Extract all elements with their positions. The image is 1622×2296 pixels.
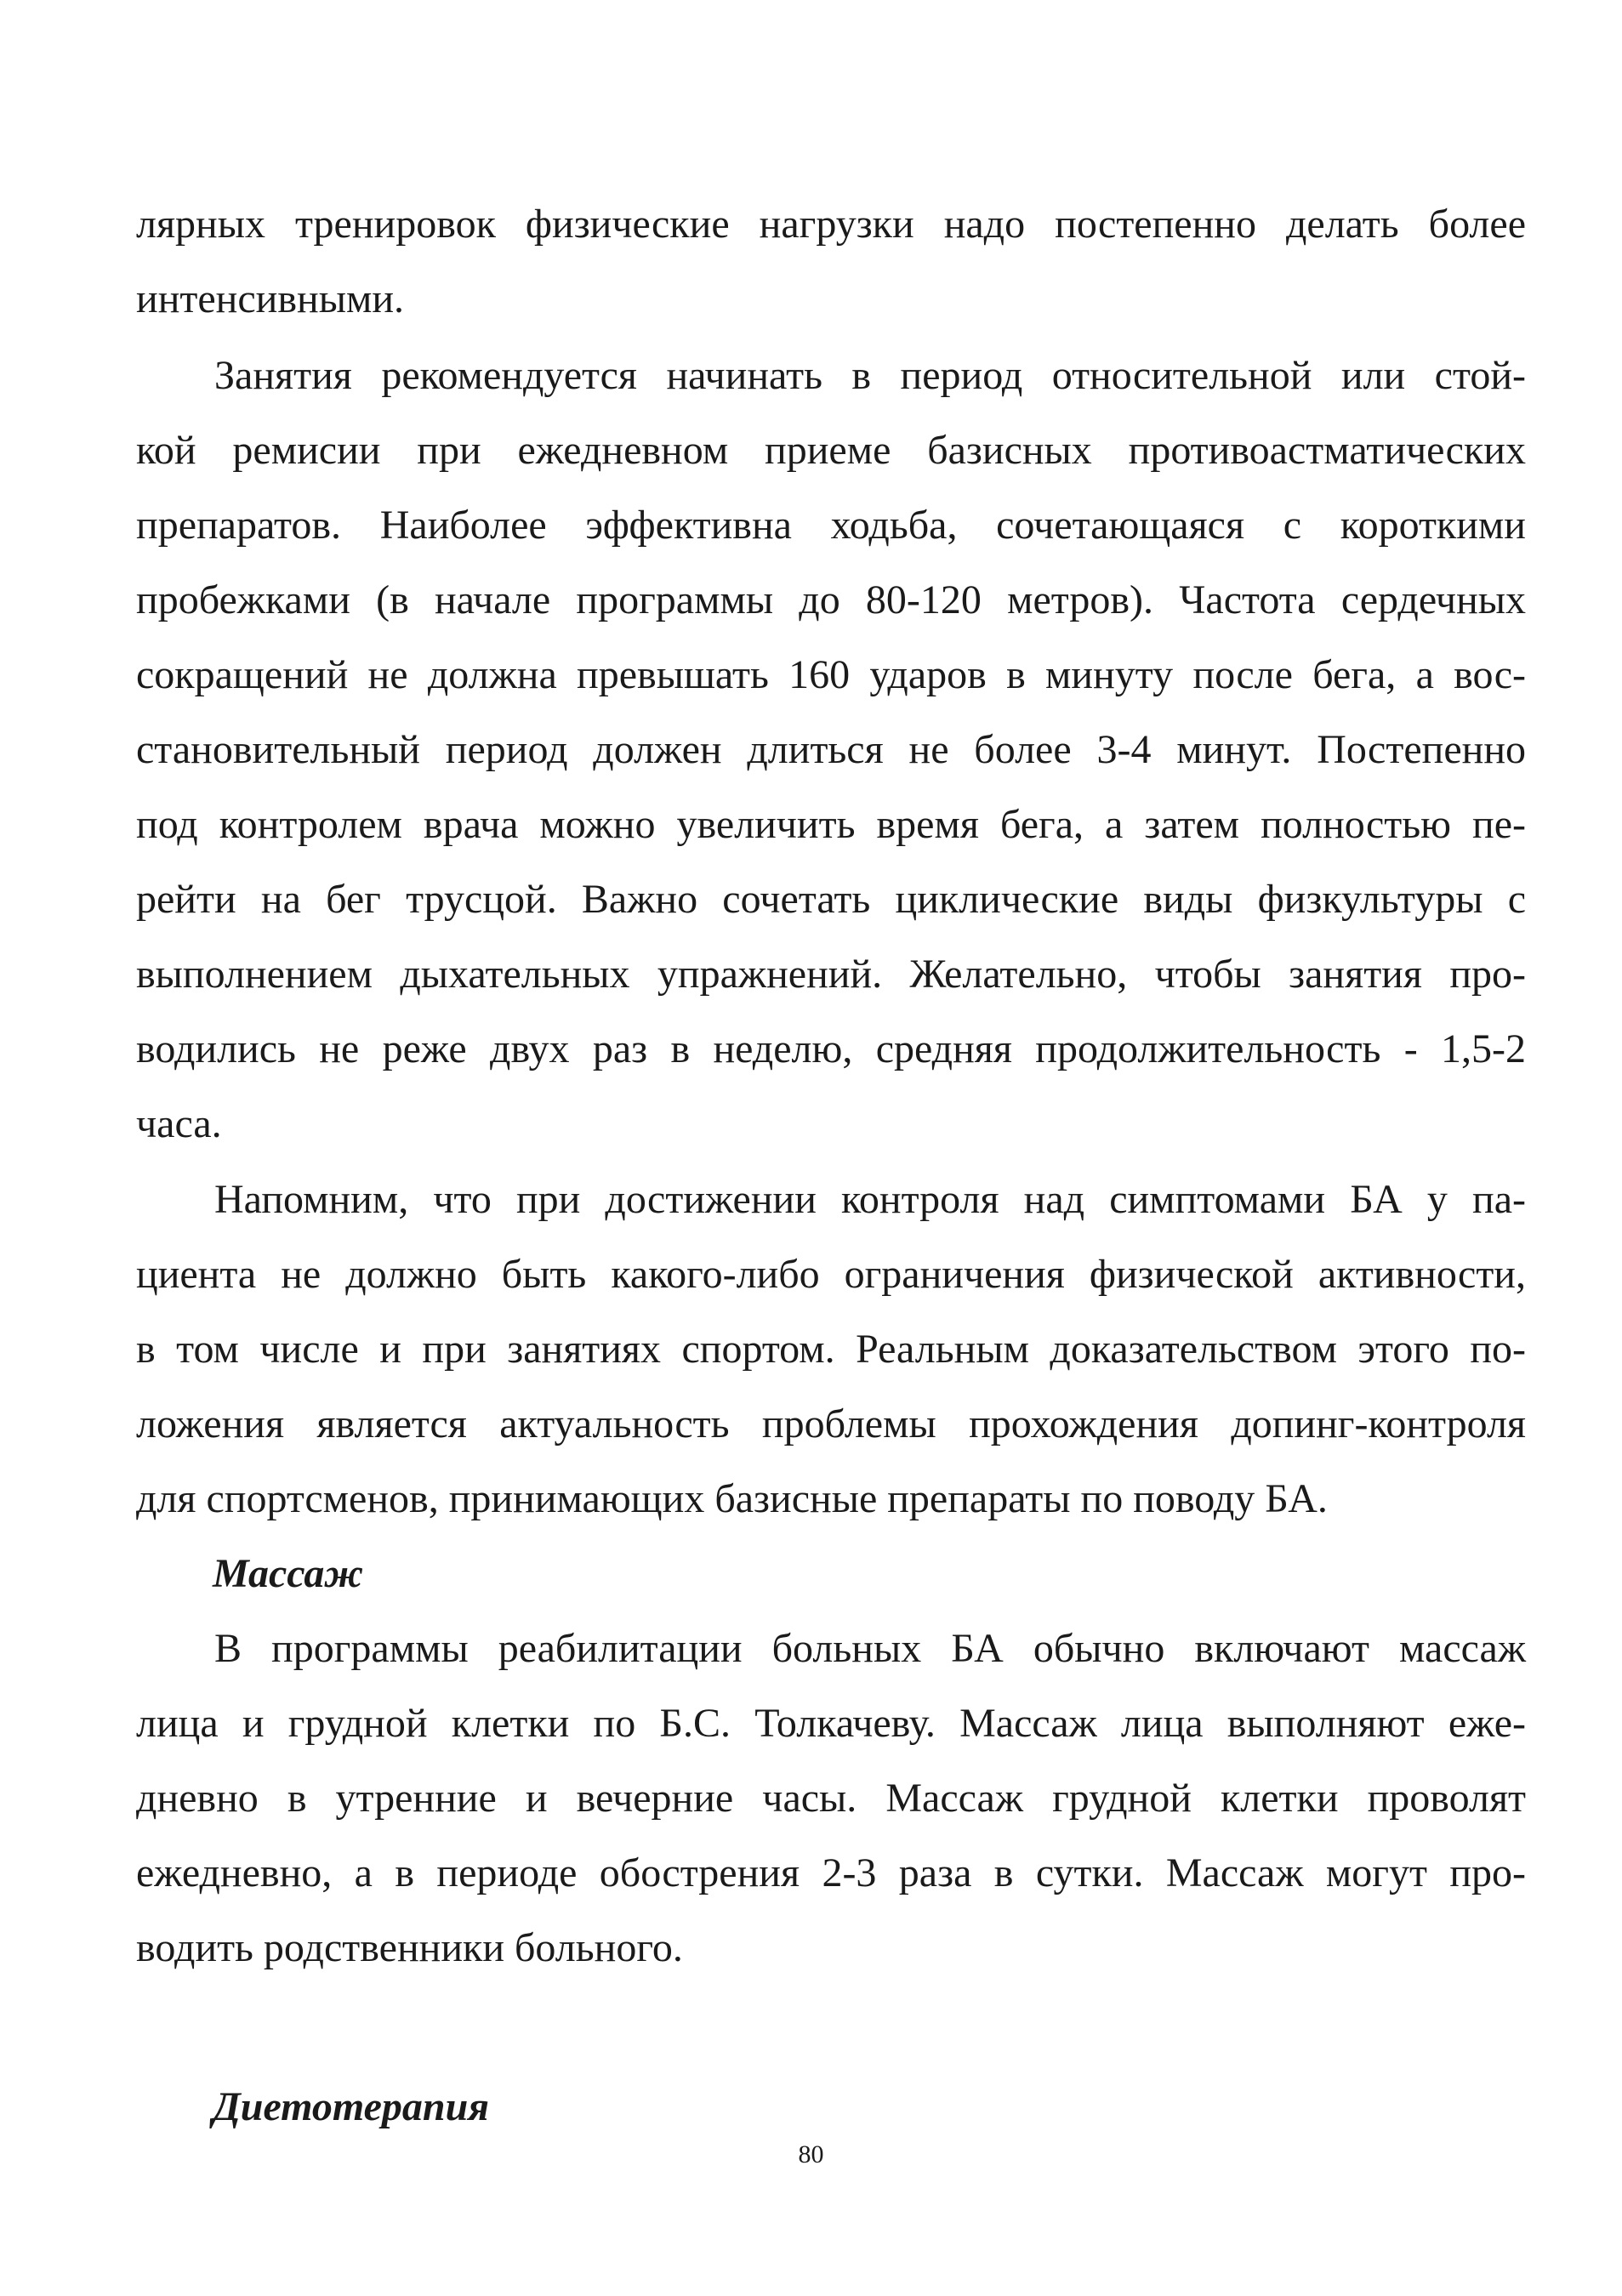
section-heading-massage: Массаж <box>213 1551 364 1596</box>
text-line: пробежками (в начале программы до 80-120 метров). Частота сердечных <box>136 577 1526 622</box>
text-line: сокращений не должна превышать 160 ударов в минуту после бега, а вос- <box>136 652 1526 697</box>
text-line: в том числе и при занятиях спортом. Реальным доказательством этого по- <box>136 1327 1526 1372</box>
text-line: кой ремисии при ежедневном приеме базисных противоастматических <box>136 428 1526 473</box>
text-line: циента не должно быть какого-либо ограничения физической активности, <box>136 1252 1526 1297</box>
text-line: дневно в утренние и вечерние часы. Массаж грудной клетки проволят <box>136 1776 1526 1821</box>
text-line: ежедневно, а в периоде обострения 2-3 раза в сутки. Массаж могут про- <box>136 1850 1526 1895</box>
text-line: ложения является актуальность проблемы прохождения допинг-контроля <box>136 1401 1526 1446</box>
text-line: В программы реабилитации больных БА обычно включают массаж <box>214 1626 1526 1671</box>
text-line: препаратов. Наиболее эффективна ходьба, сочетающаяся с короткими <box>136 503 1526 548</box>
text-line: лярных тренировок физические нагрузки надо постепенно делать более <box>136 202 1526 247</box>
text-line: Напомним, что при достижении контроля над симптомами БА у па- <box>214 1177 1526 1222</box>
text-line: водились не реже двух раз в неделю, средняя продолжительность - 1,5-2 <box>136 1026 1526 1071</box>
page-number: 80 <box>798 2140 824 2168</box>
text-line: интенсивными. <box>136 276 404 321</box>
text-line: рейти на бег трусцой. Важно сочетать циклические виды физкультуры с <box>136 877 1526 922</box>
text-line: лица и грудной клетки по Б.С. Толкачеву. Массаж лица выполняют еже- <box>136 1701 1526 1746</box>
text-line: водить родственники больного. <box>136 1925 683 1970</box>
text-line: под контролем врача можно увеличить время бега, а затем полностью пе- <box>136 802 1526 847</box>
text-line: Занятия рекомендуется начинать в период относительной или стой- <box>214 353 1526 398</box>
text-line: для спортсменов, принимающих базисные препараты по поводу БА. <box>136 1476 1328 1521</box>
text-line: становительный период должен длиться не более 3-4 минут. Постепенно <box>136 727 1526 772</box>
text-line: выполнением дыхательных упражнений. Желательно, чтобы занятия про- <box>136 952 1526 997</box>
section-heading-diet-therapy: Диетотерапия <box>213 2084 489 2129</box>
text-line: часа. <box>136 1101 222 1146</box>
